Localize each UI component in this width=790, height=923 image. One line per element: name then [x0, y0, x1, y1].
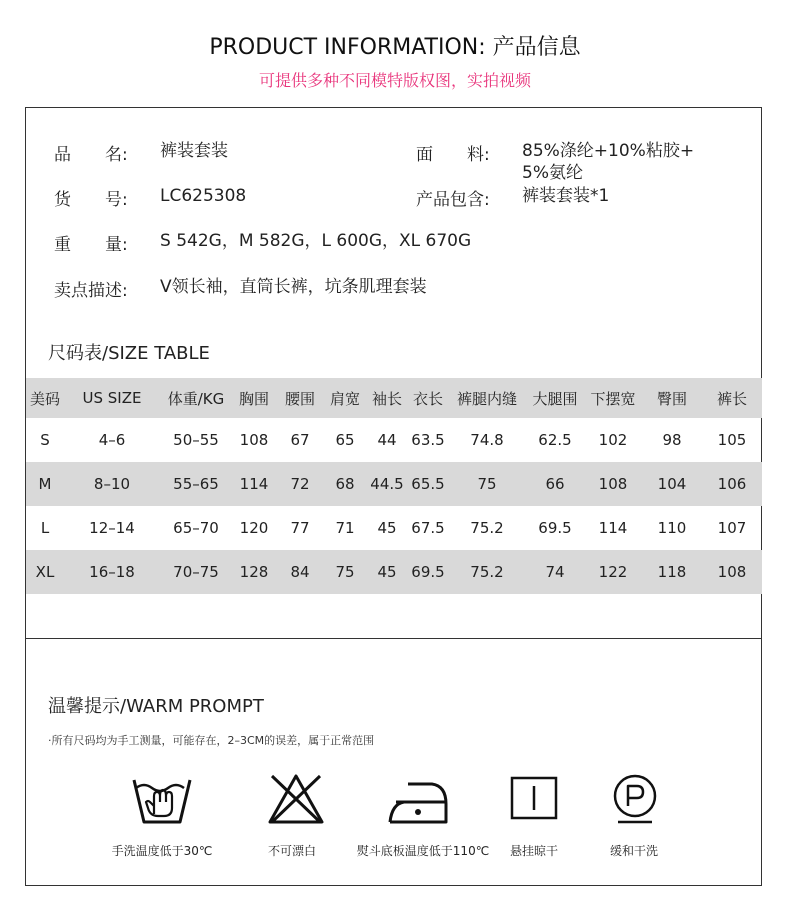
iron-icon — [388, 772, 450, 826]
column-header: 体重/KG — [167, 389, 225, 408]
table-cell: 104 — [657, 475, 687, 493]
page-title: PRODUCT INFORMATION: 产品信息 — [209, 35, 581, 60]
hand-wash-label: 手洗温度低于30℃ — [111, 844, 213, 858]
table-cell: 71 — [335, 519, 355, 537]
column-header: 肩宽 — [329, 389, 360, 408]
warm-prompt-heading: 温馨提示/WARM PROMPT — [48, 696, 264, 717]
table-cell: 69.5 — [411, 563, 445, 581]
measurement-note: ·所有尺码均为手工测量，可能存在，2–3CM的误差，属于正常范围 — [48, 734, 375, 747]
table-cell: M — [38, 475, 52, 493]
table-row — [26, 462, 762, 506]
table-cell: 63.5 — [411, 431, 445, 449]
sku-value: LC625308 — [160, 186, 247, 206]
table-cell: 102 — [598, 431, 628, 449]
fabric-label: 面 料: — [416, 145, 490, 165]
table-cell: 67.5 — [411, 519, 445, 537]
fabric-value-line-1: 85%涤纶+10%粘胶+ — [522, 141, 695, 161]
table-cell: 12–14 — [89, 519, 135, 537]
table-cell: 122 — [598, 563, 628, 581]
table-row — [26, 550, 762, 594]
table-cell: 120 — [239, 519, 269, 537]
hang-dry-label: 悬挂晾干 — [509, 844, 558, 858]
table-cell: 114 — [239, 475, 269, 493]
table-cell: 110 — [657, 519, 687, 537]
table-cell: 72 — [290, 475, 310, 493]
table-cell: 75 — [335, 563, 355, 581]
table-cell: 45 — [377, 519, 397, 537]
page-subtitle: 可提供多种不同模特版权图，实拍视频 — [258, 71, 531, 90]
table-cell: 69.5 — [538, 519, 572, 537]
size-table-header-row — [26, 378, 762, 418]
table-cell: L — [40, 519, 50, 537]
table-cell: 108 — [239, 431, 269, 449]
size-table-heading: 尺码表/SIZE TABLE — [48, 343, 210, 364]
table-cell: 67 — [290, 431, 310, 449]
table-cell: 108 — [598, 475, 628, 493]
table-cell: 44 — [377, 431, 397, 449]
table-cell: 106 — [717, 475, 747, 493]
table-cell: 75 — [477, 475, 497, 493]
table-row — [26, 418, 762, 462]
contents-label: 产品包含: — [416, 190, 490, 210]
column-header: 腰围 — [284, 389, 315, 408]
sku-label: 货 号: — [54, 190, 128, 210]
table-cell: 77 — [290, 519, 310, 537]
table-cell: 8–10 — [93, 475, 131, 493]
table-cell: 68 — [335, 475, 355, 493]
table-row — [26, 506, 762, 550]
column-header: 臀围 — [656, 389, 687, 408]
no-bleach-label: 不可漂白 — [267, 844, 316, 858]
table-cell: 84 — [290, 563, 310, 581]
dry-clean-label: 缓和干洗 — [609, 844, 658, 858]
table-cell: 108 — [717, 563, 747, 581]
weight-value: S 542G，M 582G，L 600G，XL 670G — [160, 231, 472, 251]
name-value: 裤装套装 — [160, 141, 228, 161]
column-header: US SIZE — [82, 389, 142, 407]
table-cell: 16–18 — [89, 563, 135, 581]
weight-label: 重 量: — [54, 235, 128, 255]
table-cell: 65–70 — [173, 519, 219, 537]
table-cell: 107 — [717, 519, 747, 537]
iron-label: 熨斗底板温度低于110℃ — [356, 844, 490, 858]
table-cell: 118 — [657, 563, 687, 581]
column-header: 衣长 — [412, 389, 443, 408]
no-bleach-icon — [266, 772, 326, 826]
dry-clean-icon — [610, 772, 660, 826]
table-cell: 62.5 — [538, 431, 572, 449]
size-table — [26, 378, 762, 594]
table-cell: 65 — [335, 431, 355, 449]
product-info-panel — [25, 107, 762, 886]
contents-value: 裤装套装*1 — [522, 186, 610, 206]
table-cell: 55–65 — [173, 475, 219, 493]
table-cell: 128 — [239, 563, 269, 581]
table-cell: 105 — [717, 431, 747, 449]
hand-wash-icon — [130, 772, 194, 828]
selling-points-value: V领长袖，直筒长裤，坑条肌理套装 — [160, 277, 427, 297]
column-header: 大腿围 — [532, 389, 578, 408]
hang-dry-icon — [510, 772, 558, 820]
section-divider — [26, 638, 761, 639]
name-label: 品 名: — [54, 145, 128, 165]
table-cell: 98 — [662, 431, 682, 449]
table-cell: S — [40, 431, 50, 449]
column-header: 裤长 — [716, 389, 747, 408]
table-cell: 50–55 — [173, 431, 219, 449]
column-header: 胸围 — [238, 389, 269, 408]
table-cell: 75.2 — [470, 519, 504, 537]
table-cell: 4–6 — [98, 431, 126, 449]
column-header: 下摆宽 — [590, 389, 636, 408]
fabric-value-line-2: 5%氨纶 — [522, 163, 583, 183]
table-cell: 66 — [545, 475, 565, 493]
table-cell: 74 — [545, 563, 565, 581]
table-cell: 65.5 — [411, 475, 445, 493]
column-header: 袖长 — [371, 389, 402, 408]
selling-points-label: 卖点描述: — [54, 281, 128, 301]
table-cell: 44.5 — [370, 475, 404, 493]
table-cell: 70–75 — [173, 563, 219, 581]
table-cell: 114 — [598, 519, 628, 537]
table-cell: 74.8 — [470, 431, 504, 449]
table-cell: 75.2 — [470, 563, 504, 581]
table-cell: XL — [35, 563, 55, 581]
column-header: 裤腿内缝 — [456, 389, 517, 408]
table-cell: 45 — [377, 563, 397, 581]
column-header: 美码 — [29, 389, 60, 408]
